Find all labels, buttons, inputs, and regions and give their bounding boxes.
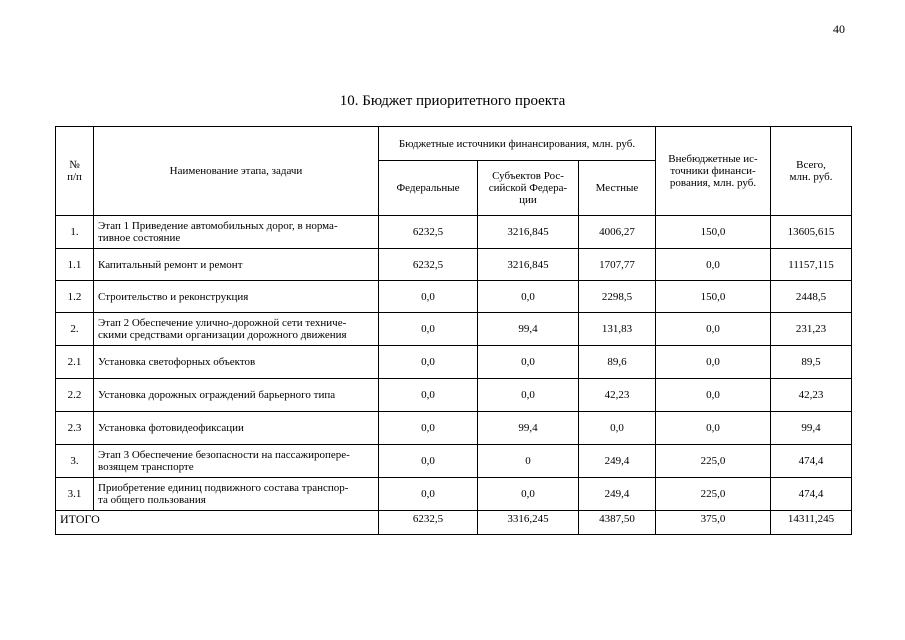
table-row: [56, 412, 852, 445]
row-local: 1707,77: [579, 249, 656, 281]
row-extra: 0,0: [656, 313, 771, 346]
header-extrabudgetary: Внебюджетные ис- точники финанси- рования, млн. руб.: [656, 127, 771, 216]
row-num: 3.: [56, 445, 94, 478]
table-row: [56, 313, 852, 346]
row-local: 0,0: [579, 412, 656, 445]
row-extra: 0,0: [656, 412, 771, 445]
row-subjects: 0: [478, 445, 579, 478]
header-num: № п/п: [56, 127, 94, 216]
row-total: 42,23: [771, 379, 852, 412]
row-local: 4006,27: [579, 216, 656, 249]
row-extra: 150,0: [656, 216, 771, 249]
row-extra: 150,0: [656, 281, 771, 313]
row-num: 2.2: [56, 379, 94, 412]
row-subjects: 3216,845: [478, 249, 579, 281]
page-number: 40: [833, 22, 845, 36]
document-title: 10. Бюджет приоритетного проекта: [339, 93, 566, 109]
totals-local: 4387,50: [579, 511, 656, 535]
header-subjects: Субъектов Рос- сийской Федера- ции: [478, 161, 579, 216]
header-budget-sources: Бюджетные источники финансирования, млн. руб.: [379, 127, 656, 161]
row-subjects: 0,0: [478, 281, 579, 313]
totals-subjects: 3316,245: [478, 511, 579, 535]
row-total: 11157,115: [771, 249, 852, 281]
table-row: [56, 445, 852, 478]
row-federal: 0,0: [379, 478, 478, 511]
row-total: 13605,615: [771, 216, 852, 249]
row-federal: 0,0: [379, 379, 478, 412]
row-total: 474,4: [771, 478, 852, 511]
totals-label: ИТОГО: [56, 511, 379, 535]
row-num: 2.3: [56, 412, 94, 445]
row-total: 89,5: [771, 346, 852, 379]
row-num: 1.2: [56, 281, 94, 313]
table-row: [56, 281, 852, 313]
row-total: 231,23: [771, 313, 852, 346]
table-row: [56, 346, 852, 379]
row-name: Этап 1 Приведение автомобильных дорог, в норма- тивное состояние: [94, 216, 379, 249]
row-name: Установка светофорных объектов: [94, 346, 379, 379]
header-name: Наименование этапа, задачи: [94, 127, 379, 216]
row-subjects: 0,0: [478, 346, 579, 379]
row-num: 1.: [56, 216, 94, 249]
row-local: 89,6: [579, 346, 656, 379]
table-row: [56, 216, 852, 249]
totals-extra: 375,0: [656, 511, 771, 535]
row-subjects: 99,4: [478, 412, 579, 445]
header-total: Всего, млн. руб.: [771, 127, 852, 216]
row-local: 131,83: [579, 313, 656, 346]
row-local: 249,4: [579, 445, 656, 478]
row-local: 249,4: [579, 478, 656, 511]
row-subjects: 99,4: [478, 313, 579, 346]
row-federal: 0,0: [379, 281, 478, 313]
row-name: Этап 2 Обеспечение улично-дорожной сети техниче- скими средствами организации дорожного движения: [94, 313, 379, 346]
header-federal: Федеральные: [379, 161, 478, 216]
row-extra: 225,0: [656, 445, 771, 478]
row-federal: 0,0: [379, 445, 478, 478]
row-local: 2298,5: [579, 281, 656, 313]
row-name: Приобретение единиц подвижного состава транспор- та общего пользования: [94, 478, 379, 511]
row-name: Строительство и реконструкция: [94, 281, 379, 313]
row-total: 2448,5: [771, 281, 852, 313]
row-federal: 0,0: [379, 313, 478, 346]
row-extra: 0,0: [656, 249, 771, 281]
row-num: 2.: [56, 313, 94, 346]
header-local: Местные: [579, 161, 656, 216]
row-num: 1.1: [56, 249, 94, 281]
row-name: Капитальный ремонт и ремонт: [94, 249, 379, 281]
row-subjects: 3216,845: [478, 216, 579, 249]
totals-row: [56, 511, 852, 535]
row-extra: 0,0: [656, 346, 771, 379]
row-total: 99,4: [771, 412, 852, 445]
row-extra: 225,0: [656, 478, 771, 511]
row-name: Этап 3 Обеспечение безопасности на пассажироперe- возящем транспорте: [94, 445, 379, 478]
totals-total: 14311,245: [771, 511, 852, 535]
row-federal: 6232,5: [379, 249, 478, 281]
row-federal: 0,0: [379, 412, 478, 445]
row-name: Установка дорожных ограждений барьерного типа: [94, 379, 379, 412]
row-local: 42,23: [579, 379, 656, 412]
row-name: Установка фотовидеофиксации: [94, 412, 379, 445]
row-federal: 0,0: [379, 346, 478, 379]
row-num: 2.1: [56, 346, 94, 379]
budget-table: [55, 126, 852, 535]
table-row: [56, 478, 852, 511]
row-total: 474,4: [771, 445, 852, 478]
table-row: [56, 249, 852, 281]
row-federal: 6232,5: [379, 216, 478, 249]
row-subjects: 0,0: [478, 478, 579, 511]
row-extra: 0,0: [656, 379, 771, 412]
table-row: [56, 379, 852, 412]
row-num: 3.1: [56, 478, 94, 511]
totals-federal: 6232,5: [379, 511, 478, 535]
row-subjects: 0,0: [478, 379, 579, 412]
